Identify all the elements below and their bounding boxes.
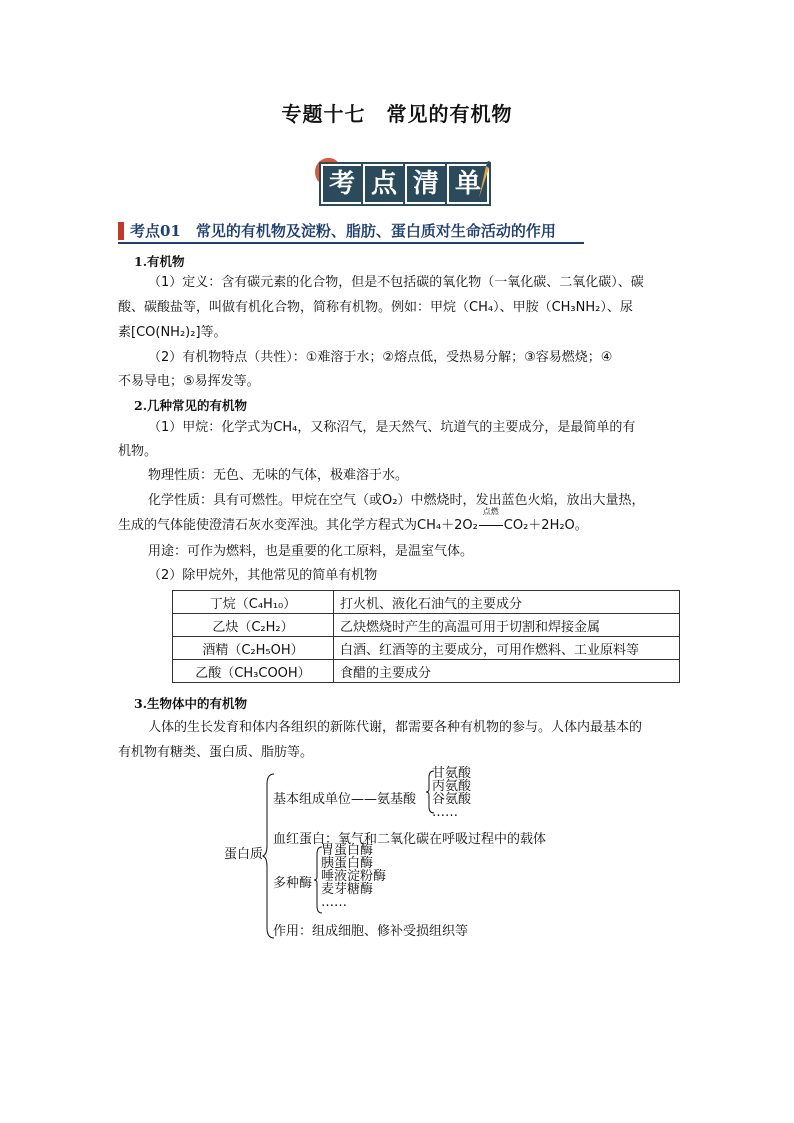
amino-acid-item: 谷氨酸 (432, 792, 472, 807)
table-cell: 乙炔（C₂H₂） (173, 614, 334, 637)
function-line: 作用：组成细胞、修补受损组织等 (273, 924, 469, 939)
heading-underline (118, 242, 584, 244)
enzyme-item: 胰蛋白酶 (321, 856, 374, 871)
equation-arrow (478, 507, 504, 537)
definition-line-3: 素[CO(NH₂)₂]等。 (118, 325, 227, 340)
table-cell: 白酒、红酒等的主要成分，可用作燃料、工业原料等 (334, 637, 680, 660)
table-row (173, 614, 680, 637)
page-title: 专题十七 常见的有机物 (281, 102, 513, 126)
table-cell: 酒精（C₂H₅OH） (173, 637, 334, 660)
amino-acid-item: …… (432, 805, 458, 820)
intro-line-2: 有机物有糖类、蛋白质、脂肪等。 (118, 745, 314, 760)
basic-unit-label: 基本组成单位——氨基酸 (273, 792, 417, 807)
table-cell: 食醋的主要成分 (334, 660, 680, 683)
intro-line-1: 人体的生长发育和体内各组织的新陈代谢，都需要各种有机物的参与。人体内最基本的 (148, 720, 643, 735)
features-line-2: 不易导电；⑤易挥发等。 (118, 374, 260, 389)
table-row (173, 591, 680, 614)
enzyme-item: 麦芽糖酶 (321, 882, 374, 897)
kaodian-heading (118, 220, 698, 242)
chemical-properties-line-2 (118, 507, 588, 537)
enzyme-item: 唾液淀粉酶 (321, 869, 387, 884)
section-3-heading: 3.生物体中的有机物 (134, 696, 248, 711)
enzyme-item: 胃蛋白酶 (321, 843, 374, 858)
amino-acid-item: 丙氨酸 (432, 779, 472, 794)
features-line-1: （2）有机物特点（共性）：①难溶于水；②熔点低，受热易分解；③容易燃烧；④ (148, 350, 613, 365)
other-organics-intro: （2）除甲烷外，其他常见的简单有机物 (148, 568, 378, 583)
methane-line-2: 机物。 (118, 444, 158, 459)
table-cell: 乙炔燃烧时产生的高温可用于切割和焊接金属 (334, 614, 680, 637)
equation-rhs: CO₂＋2H₂O。 (503, 518, 588, 533)
kaodian-qingdan-banner (315, 158, 491, 204)
uses-line: 用途：可作为燃料，也是重要的化工原料，是温室气体。 (148, 544, 474, 559)
banner-char-1: 考 (321, 164, 363, 204)
equation-condition: 点燃 (482, 507, 499, 516)
pencil-icon (477, 160, 491, 200)
banner-char-2: 点 (363, 164, 405, 204)
enzyme-label: 多种酶 (273, 876, 313, 891)
table-cell: 打火机、液化石油气的主要成分 (334, 591, 680, 614)
table-row (173, 660, 680, 683)
methane-line-1: （1）甲烷：化学式为CH₄，又称沼气，是天然气、坑道气的主要成分，是最简单的有 (148, 420, 636, 435)
definition-line-1: （1）定义：含有碳元素的化合物，但是不包括碳的氧化物（一氧化碳、二氧化碳）、碳 (148, 275, 644, 290)
kaodian-label: 考点01 常见的有机物及淀粉、脂肪、蛋白质对生命活动的作用 (130, 222, 556, 240)
physical-properties: 物理性质：无色、无味的气体，极难溶于水。 (148, 468, 409, 483)
definition-line-2: 酸、碳酸盐等，叫做有机化合物，简称有机物。例如：甲烷（CH₄）、甲胺（CH₃NH₂）、尿 (118, 300, 633, 315)
table-cell: 丁烷（C₄H₁₀） (173, 591, 334, 614)
enzyme-list (321, 844, 386, 909)
banner-char-3: 清 (405, 164, 447, 204)
diagram-root-protein: 蛋白质 (224, 847, 264, 862)
enzyme-item: …… (321, 895, 347, 910)
section-1-heading: 1.有机物 (134, 254, 185, 269)
equation-lhs: 生成的气体能使澄清石灰水变浑浊。其化学方程式为CH₄＋2O₂ (118, 518, 478, 533)
heading-marker (118, 222, 124, 240)
table-cell: 乙酸（CH₃COOH） (173, 660, 334, 683)
section-2-heading: 2.几种常见的有机物 (134, 398, 248, 413)
simple-organics-table (172, 590, 680, 683)
banner-char-4: 单 (447, 164, 489, 204)
table-row (173, 637, 680, 660)
amino-acid-list (432, 767, 471, 819)
amino-acid-item: 甘氨酸 (432, 766, 472, 781)
chemical-properties-line-1: 化学性质：具有可燃性。甲烷在空气（或O₂）中燃烧时，发出蓝色火焰，放出大量热， (148, 493, 645, 508)
hemoglobin-line: 血红蛋白：氧气和二氧化碳在呼吸过程中的载体 (273, 832, 547, 847)
